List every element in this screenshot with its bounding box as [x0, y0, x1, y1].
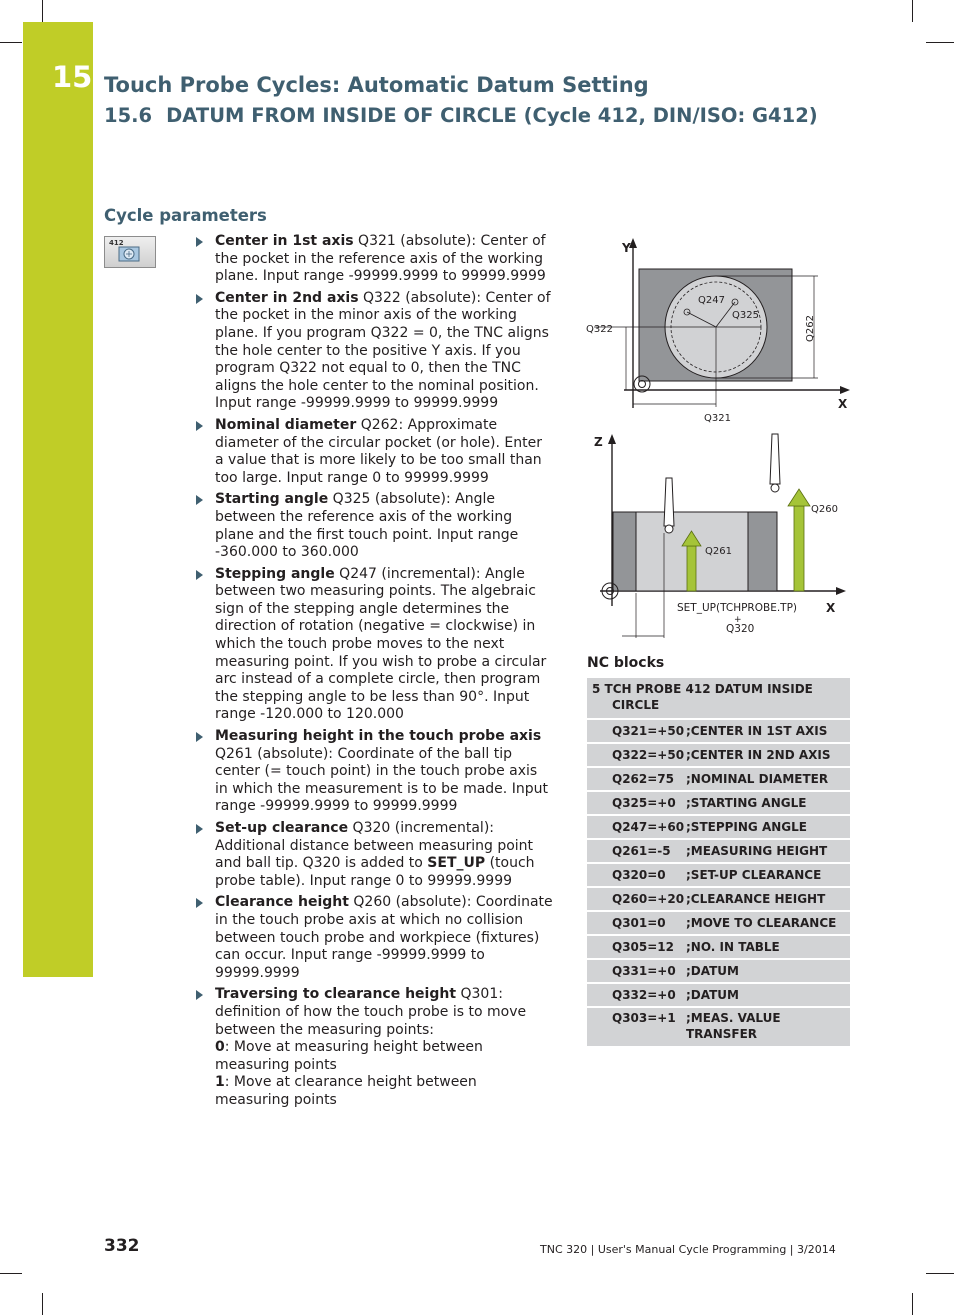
table-row [587, 719, 850, 743]
param-text: Q321 (absolute): Center of the pocket in the reference axis of the working plane. Input range -99999.9999 to 99999.9999 [215, 233, 546, 285]
q261-arrow-shaft [687, 546, 696, 591]
axis-label-x: X [826, 601, 836, 615]
param-item [194, 417, 554, 487]
touch-probe-stylus [770, 434, 780, 484]
nc-comment: ;CENTER IN 2ND AXIS [686, 743, 850, 767]
option-key: 1 [215, 1074, 225, 1091]
param-text: Q325 (absolute): Angle between the reference axis of the working plane and the first touch point. Input range -360.000 to 360.000 [215, 491, 519, 561]
nc-comment: ;CLEARANCE HEIGHT [686, 887, 850, 911]
nc-code: Q305=12 [587, 935, 686, 959]
param-item [194, 491, 554, 561]
workpiece-wall-right [748, 512, 777, 591]
nc-comment: ;MEASURING HEIGHT [686, 839, 850, 863]
axis-label-z: Z [594, 435, 603, 449]
param-item [194, 820, 554, 890]
page-number: 332 [104, 1236, 140, 1256]
param-name: Traversing to clearance height [215, 986, 457, 1003]
crop-mark [912, 0, 913, 22]
label-q261: Q261 [705, 546, 732, 557]
nc-code: Q325=+0 [587, 791, 686, 815]
param-item [194, 728, 554, 816]
cycle-412-softkey[interactable] [104, 236, 156, 268]
table-row [587, 791, 850, 815]
param-name: Set-up clearance [215, 820, 349, 836]
option-text: : Move at clearance height between measuring points [215, 1074, 477, 1108]
label-q247: Q247 [698, 295, 725, 306]
nc-comment [686, 1007, 850, 1047]
nc-code: Q322=+50 [587, 743, 686, 767]
nc-blocks-table [587, 678, 850, 1048]
datum-icon-inner [639, 381, 646, 388]
param-item [194, 894, 554, 982]
side-view-diagram [582, 428, 852, 640]
chapter-title: Touch Probe Cycles: Automatic Datum Setting [104, 73, 649, 97]
param-text: Q322 (absolute): Center of the pocket in the minor axis of the working plane. If you program Q322 = 0, the TNC aligns the hole center to the positive Y axis. If you program Q322 not equal to 0, then the TNC aligns the hole center to the nominal position. Input range -99999.9999 to 99999.9999 [215, 289, 551, 412]
nc-comment: ;MOVE TO CLEARANCE [686, 911, 850, 935]
nc-code: Q301=0 [587, 911, 686, 935]
label-q262: Q262 [805, 315, 816, 342]
axis-label-x: X [838, 397, 848, 411]
bullet-arrow-icon [196, 237, 203, 247]
nc-header-line: 5 TCH PROBE 412 DATUM INSIDE [592, 682, 813, 696]
chapter-number: 15 [52, 60, 93, 94]
probe-ball [771, 484, 779, 492]
top-view-diagram [582, 232, 852, 428]
section-name: DATUM FROM INSIDE OF CIRCLE (Cycle 412, DIN/ISO: G412) [166, 104, 818, 127]
table-row [587, 935, 850, 959]
crop-mark [0, 42, 22, 43]
param-text: Q261 (absolute): Coordinate of the ball tip center (= touch point) in the touch probe axis in which the measurement is to be made. Input range -99999.9999 to 99999.9999 [215, 745, 548, 815]
nc-blocks-heading: NC blocks [587, 655, 665, 671]
bullet-arrow-icon [196, 294, 203, 304]
label-q322: Q322 [586, 324, 613, 335]
param-name: Measuring height in the touch probe axis [215, 728, 542, 745]
crop-mark [926, 42, 954, 43]
param-name: Clearance height [215, 894, 349, 911]
bullet-arrow-icon [196, 421, 203, 431]
label-q320: Q320 [726, 623, 755, 635]
crop-mark [0, 1273, 22, 1274]
circle-datum-icon [118, 246, 140, 262]
bullet-arrow-icon [196, 495, 203, 505]
nc-comment-line: TRANSFER [686, 1027, 758, 1041]
nc-code: Q320=0 [587, 863, 686, 887]
option-text: : Move at measuring height between measuring points [215, 1039, 483, 1073]
param-name: Nominal diameter [215, 416, 357, 433]
table-row [587, 767, 850, 791]
cycle-parameters-heading: Cycle parameters [104, 206, 267, 225]
crop-mark [42, 0, 43, 22]
param-text: (touch probe table). Input range 0 to 99999.9999 [215, 855, 535, 889]
nc-code: Q262=75 [587, 767, 686, 791]
table-row [587, 887, 850, 911]
nc-code: Q247=+60 [587, 815, 686, 839]
param-item [194, 233, 554, 286]
label-q325: Q325 [732, 310, 759, 321]
section-number: 15.6 [104, 104, 153, 127]
crop-mark [926, 1273, 954, 1274]
nc-code: Q331=+0 [587, 959, 686, 983]
z-axis-arrow-icon [608, 434, 616, 444]
param-text: Q260 (absolute): Coordinate in the touch probe axis at which no collision between touch probe and workpiece (fixtures) can occur. Input range -99999.9999 to 99999.9999 [215, 894, 553, 981]
nc-comment: ;CENTER IN 1ST AXIS [686, 719, 850, 743]
nc-code: Q261=-5 [587, 839, 686, 863]
table-row [587, 983, 850, 1007]
q260-arrow-shaft [794, 506, 804, 591]
nc-comment: ;STARTING ANGLE [686, 791, 850, 815]
table-row [587, 743, 850, 767]
x-axis-arrow-icon [840, 386, 850, 394]
param-name: Center in 1st axis [215, 233, 354, 249]
param-name: Starting angle [215, 491, 329, 508]
param-item [194, 566, 554, 724]
axis-label-y: Y [622, 241, 631, 255]
nc-comment: ;STEPPING ANGLE [686, 815, 850, 839]
label-q260: Q260 [811, 504, 838, 515]
label-q321: Q321 [704, 413, 731, 424]
param-item [194, 986, 554, 1109]
nc-comment: ;NOMINAL DIAMETER [686, 767, 850, 791]
table-row [587, 839, 850, 863]
label-setup: SET_UP(TCHPROBE.TP) [677, 602, 798, 614]
q260-arrow-head-icon [788, 489, 810, 506]
probe-ball [665, 525, 673, 533]
parameter-list [194, 233, 554, 1114]
table-row [587, 959, 850, 983]
page-footer: TNC 320 | User's Manual Cycle Programming | 3/2014 [540, 1243, 836, 1256]
x-axis-arrow-icon [836, 587, 846, 595]
nc-comment-line: ;MEAS. VALUE [686, 1011, 781, 1025]
bullet-arrow-icon [196, 824, 203, 834]
table-row [587, 678, 850, 719]
table-row [587, 1007, 850, 1047]
workpiece-wall-left [613, 512, 636, 591]
nc-code: Q321=+50 [587, 719, 686, 743]
option-key: 0 [215, 1039, 225, 1056]
param-text: Q301: definition of how the touch probe is to move between the measuring points: [215, 986, 527, 1038]
softkey-label: 412 [109, 239, 124, 247]
table-row [587, 863, 850, 887]
param-text: Q320 (incremental): Additional distance between measuring point and ball tip. Q320 is added to [215, 820, 534, 872]
param-name: Center in 2nd axis [215, 289, 359, 306]
crop-mark [42, 1293, 43, 1315]
section-title [104, 104, 818, 127]
bullet-arrow-icon [196, 570, 203, 580]
chapter-sidebar [23, 22, 93, 977]
nc-comment: ;SET-UP CLEARANCE [686, 863, 850, 887]
touch-probe-stylus [664, 478, 674, 526]
crop-mark [912, 1293, 913, 1315]
param-keyword: SET_UP [427, 855, 486, 872]
nc-code: Q332=+0 [587, 983, 686, 1007]
nc-code: Q260=+20 [587, 887, 686, 911]
param-name: Stepping angle [215, 565, 335, 582]
nc-comment: ;DATUM [686, 959, 850, 983]
param-item [194, 290, 554, 413]
nc-code: Q303=+1 [587, 1007, 686, 1047]
bullet-arrow-icon [196, 898, 203, 908]
bullet-arrow-icon [196, 990, 203, 1000]
label-plus: + [734, 615, 742, 625]
param-text: Q247 (incremental): Angle between two measuring points. The algebraic sign of the stepping angle determines the direction of rotation (negative = clockwise) in which the touch probe moves to the next measuring point. If you wish to probe a circular arc instead of a complete circle, then program the stepping angle to be less than 90°. Input range -120.000 to 120.000 [215, 565, 547, 723]
bullet-arrow-icon [196, 732, 203, 742]
nc-header-cell [587, 678, 850, 719]
nc-comment: ;NO. IN TABLE [686, 935, 850, 959]
nc-comment: ;DATUM [686, 983, 850, 1007]
param-text: Q262: Approximate diameter of the circular pocket (or hole). Enter a value that is more likely to be too small than too large. Input range 0 to 99999.9999 [215, 416, 542, 486]
table-row [587, 911, 850, 935]
table-row [587, 815, 850, 839]
nc-header-line: CIRCLE [612, 698, 660, 712]
